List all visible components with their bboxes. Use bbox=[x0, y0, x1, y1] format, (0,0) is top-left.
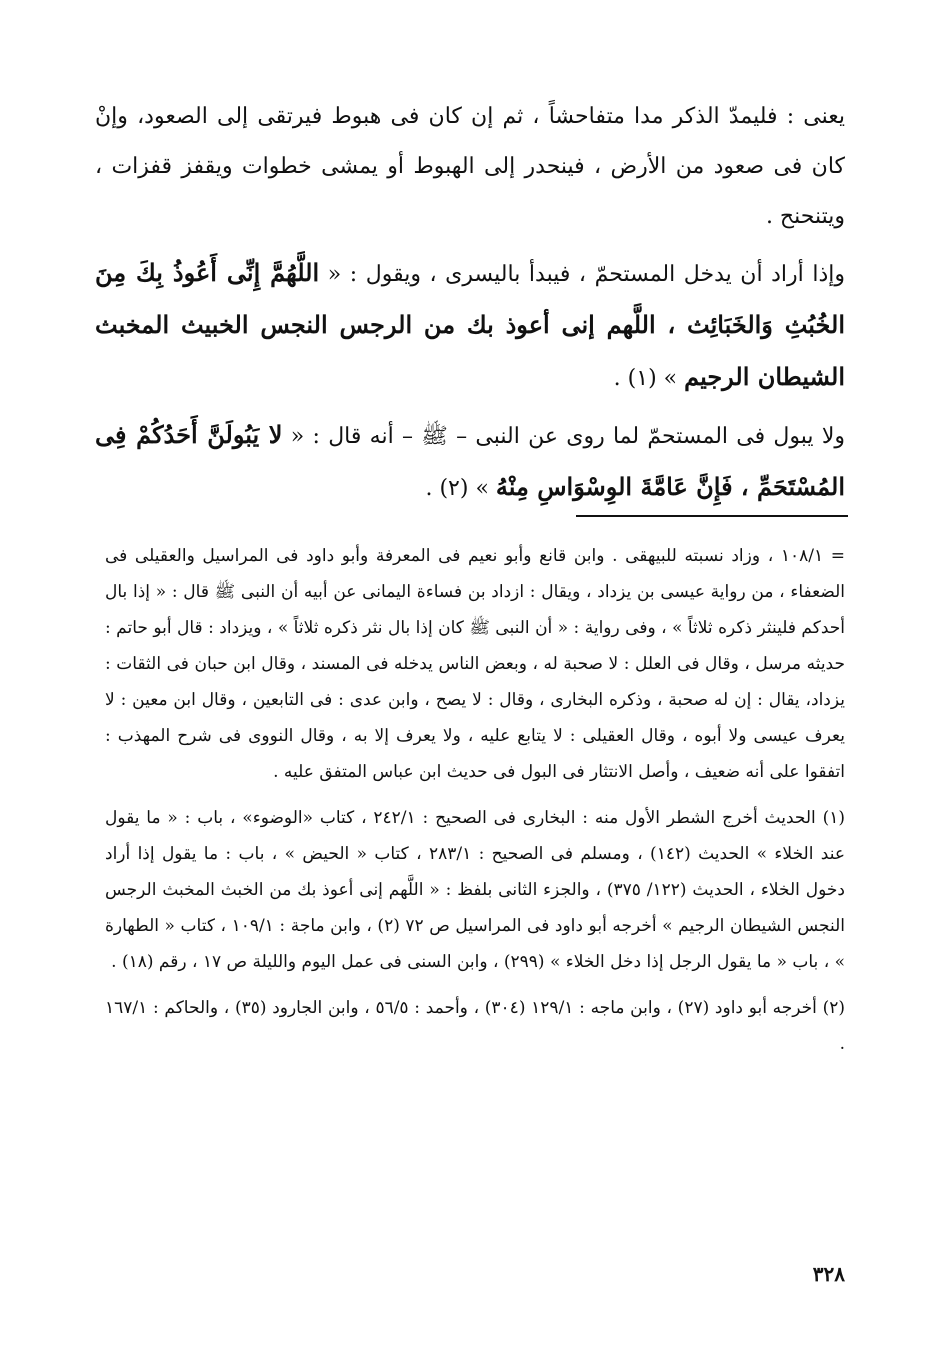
footnote-2: (٢) أخرجه أبو داود (٢٧) ، وابن ماجه : ١٢٩/١ (٣٠٤) ، وأحمد : ٥٦/٥ ، وابن الجارود (٣٥) ، والحاكم : ١٦٧/١ . bbox=[105, 998, 845, 1054]
footnote-divider bbox=[576, 515, 848, 517]
footnote-1: (١) الحديث أخرج الشطر الأول منه : البخارى فى الصحيح : ٢٤٢/١ ، كتاب «الوضوء» ، باب : « ما يقول عند الخلاء » الحديث (١٤٢) ، ومسلم فى الصحيح : ٢٨٣/١ ، كتاب « الحيض » ، باب : ما يقول إذا أراد دخول الخلاء ، الحديث (١٢٢/ ٣٧٥) ، والجزء الثانى بلفظ : « اللَّهم إنى أعوذ بك من الخبث المخبث الرجس النجس الشيطان الرجيم » أخرجه أبو داود فى المراسيل ص ٧٢ (٢) ، وابن ماجة : ١٠٩/١ ، كتاب « الطهارة » ، باب « ما يقول الرجل إذا دخل الخلاء » (٢٩٩) ، وابن السنى فى عمل اليوم والليلة ص ١٧ ، رقم (١٨) . bbox=[105, 808, 846, 972]
paragraph-2-lead: وإذا أراد أن يدخل المستحمّ ، فيبدأ باليسرى ، ويقول : « bbox=[327, 262, 845, 287]
paragraph-3-tail: » (٢) . bbox=[425, 476, 489, 501]
footnotes bbox=[105, 538, 845, 1072]
paragraph-3 bbox=[95, 410, 845, 514]
footnote-continuation: = ١٠٨/١ ، وزاد نسبته للبيهقى . وابن قانع وأبو نعيم فى المعرفة وأبو داود فى المراسيل والعقيلى فى الضعفاء ، من رواية عيسى بن يزداد ، ويقال : ازداد بن فساءة اليمانى عن أبيه أن النبى ﷺ قال : « إذا بال أحدكم فلينثر ذكره ثلاثاً » ، وفى رواية : « أن النبى ﷺ كان إذا بال نثر ذكره ثلاثاً » ، ويزداد : قال أبو حاتم : حديثه مرسل ، وقال فى العلل : لا صحبة له ، وبعض الناس يدخله فى المسند ، وقال ابن حبان فى الثقات : يزداد، يقال : إن له صحبة ، وذكره البخارى ، وقال : لا يصح ، وابن عدى : فى التابعين ، وقال ابن معين : لا يعرف عيسى ولا أبوه ، وقال العقيلى : لا يتابع عليه ، ولا يعرف إلا به ، وقال النووى فى شرح المهذب : اتفقوا على أنه ضعيف ، وأصل الانتثار فى البول فى حديث ابن عباس المتفق عليه . bbox=[105, 546, 845, 782]
page-number: ٣٢٨ bbox=[812, 1262, 845, 1286]
main-text bbox=[95, 92, 845, 514]
paragraph-2-quote: اللَّهُمَّ إِنِّى أَعُوذُ بِكَ مِنَ الخُبُثِ وَالخَبَائِث ، اللَّهم إنى أعوذ بك من الرجس النجس الخبيث المخبث الشيطان الرجيم bbox=[95, 258, 845, 391]
paragraph-2 bbox=[95, 248, 845, 404]
paragraph-2-tail: » (١) . bbox=[613, 366, 678, 391]
paragraph-3-quote: لا يَبُولَنَّ أَحَدُكُمْ فِى المُسْتَحَمِّ ، فَإِنَّ عَامَّةَ الوِسْوَاسِ مِنْهُ bbox=[95, 420, 845, 501]
paragraph-1: يعنى : فليمدّ الذكر مدا متفاحشاً ، ثم إن كان فى هبوط فيرتقى إلى الصعود، وإنْ كان فى صعود من الأرض ، فينحدر إلى الهبوط أو يمشى خطوات ويقفز قفزات ، ويتنحنح . bbox=[95, 104, 845, 229]
paragraph-3-lead: ولا يبول فى المستحمّ لما روى عن النبى – ﷺ – أنه قال : « bbox=[290, 424, 845, 449]
